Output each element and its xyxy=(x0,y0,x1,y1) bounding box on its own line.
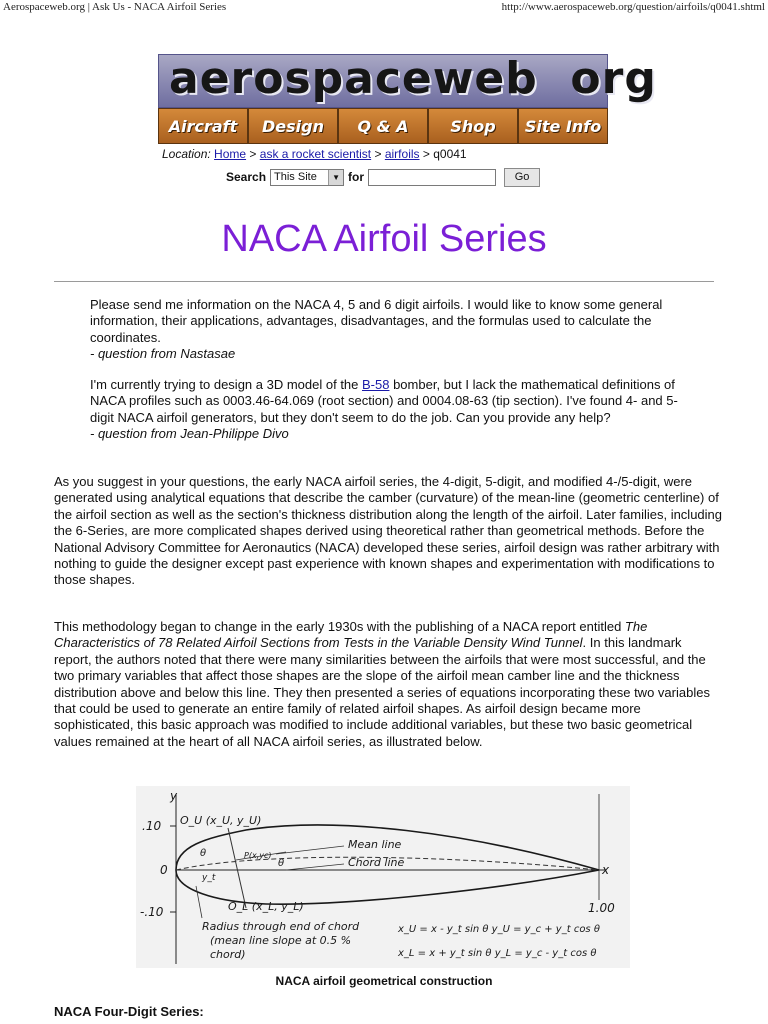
print-page-url: http://www.aerospaceweb.org/question/airfoils/q0041.shtml xyxy=(501,1,765,13)
answer-paragraph-2-after: . In this landmark report, the authors noted that there were many similarities between the airfoils that were most successful, and the two primary variables that affect those shapes are the slope of the airfoil mean camber line and the thickness distribution above and below this line. They then presented a series of equations incorporating these two variables that could be used to generate an entire family of related airfoil shapes. As airfoil design became more sophisticated, this basic approach was modified to include additional variables, but these two basic geometrical values remained at the heart of all NACA airfoil series, as illustrated below. xyxy=(54,635,710,749)
radius-note-3: chord) xyxy=(210,948,246,961)
search-input[interactable] xyxy=(368,169,496,186)
y-tick-zero-label: 0 xyxy=(160,863,168,877)
breadcrumb-current: > q0041 xyxy=(422,147,467,161)
airfoil-diagram xyxy=(136,786,630,968)
title-divider xyxy=(54,281,714,282)
site-banner xyxy=(158,53,657,144)
theta-label-2: θ xyxy=(278,858,285,869)
chord-line-leader xyxy=(286,864,344,870)
theta-label-1: θ xyxy=(200,848,207,859)
radius-note-1: Radius through end of chord xyxy=(202,920,360,933)
mean-line-leader xyxy=(276,846,344,854)
nav-aircraft[interactable]: Aircraft xyxy=(158,108,248,144)
question-2-text-before: I'm currently trying to design a 3D model of the xyxy=(90,377,362,392)
search-label: Search xyxy=(226,170,267,184)
thickness-line xyxy=(228,828,246,908)
upper-point-label: O_U (x_U, y_U) xyxy=(180,814,262,827)
chord-line-label: Chord line xyxy=(348,856,405,869)
search-scope-select[interactable] xyxy=(270,169,344,186)
radius-leader xyxy=(196,886,202,918)
print-header xyxy=(0,0,768,14)
breadcrumb-ask-link[interactable]: ask a rocket scientist xyxy=(259,147,372,161)
print-page-title: Aerospaceweb.org | Ask Us - NACA Airfoil Series xyxy=(3,1,227,13)
search-for-label: for xyxy=(348,170,365,184)
mean-point-label: P(x,yc) xyxy=(244,851,272,860)
question-2-author: - question from Jean-Philippe Divo xyxy=(90,426,289,442)
y-tick-top-label: .10 xyxy=(142,819,162,833)
x-axis-label: x xyxy=(602,863,610,877)
equation-lower: x_L = x + y_t sin θ y_L = y_c - y_t cos θ xyxy=(398,948,597,959)
equation-upper: x_U = x - y_t sin θ y_U = y_c + y_t cos θ xyxy=(398,924,600,935)
question-1-author: - question from Nastasae xyxy=(90,346,236,362)
search-bar xyxy=(226,167,540,187)
radius-note-2: (mean line slope at 0.5 % xyxy=(210,934,352,947)
page-title: NACA Airfoil Series xyxy=(221,218,547,260)
answer-paragraph-2-before: This methodology began to change in the early 1930s with the publishing of a NACA report entitled xyxy=(54,619,625,634)
airfoil-figure xyxy=(136,786,630,968)
search-go-button[interactable]: Go xyxy=(504,168,540,187)
section-heading: NACA Four-Digit Series: xyxy=(54,1004,204,1019)
nav-shop[interactable]: Shop xyxy=(428,108,518,144)
search-scope-value: This Site xyxy=(274,171,317,183)
site-logo[interactable] xyxy=(158,53,657,108)
y-tick-bottom-label: -.10 xyxy=(140,905,164,919)
chevron-down-icon[interactable]: ▼ xyxy=(328,170,343,185)
figure-caption: NACA airfoil geometrical construction xyxy=(275,974,493,988)
thickness-label: y_t xyxy=(202,873,216,883)
report-title: The Characteristics of 78 Related Airfoil Sections from Tests in the Variable Density Wind Tunnel xyxy=(54,619,648,651)
breadcrumb-airfoils-link[interactable]: airfoils xyxy=(384,147,420,161)
breadcrumb-separator: > xyxy=(374,147,382,161)
answer-paragraph-2 xyxy=(54,619,722,750)
breadcrumb-home-link[interactable]: Home xyxy=(214,147,247,161)
nav-site-info[interactable]: Site Info xyxy=(518,108,608,144)
nav-qa[interactable]: Q & A xyxy=(338,108,428,144)
b58-link[interactable]: B-58 xyxy=(362,377,390,392)
breadcrumb-label: Location: xyxy=(162,147,211,161)
lower-point-label: O_L (x_L, y_L) xyxy=(228,900,304,913)
logo-text: aerospaceweb org xyxy=(169,53,657,104)
question-1-text: Please send me information on the NACA 4, 5 and 6 digit airfoils. I would like to know some general information, their applications, advantages, disadvantages, and the formulas used to calculate the coordinates. xyxy=(90,297,663,345)
question-1 xyxy=(90,297,690,363)
breadcrumb xyxy=(162,147,467,161)
mean-line-label: Mean line xyxy=(348,838,402,851)
question-2 xyxy=(90,377,690,443)
nav-design[interactable]: Design xyxy=(248,108,338,144)
question-2-text-after: bomber, but I lack the mathematical definitions of NACA profiles such as 0003.46-64.069 (root section) and 0004.08-63 (tip section). I've found 4- and 5-digit NACA airfoil generators, but they don't seem to do the job. Can you provide any help? xyxy=(90,377,678,425)
answer-paragraph-1: As you suggest in your questions, the early NACA airfoil series, the 4-digit, 5-digit, and modified 4-/5-digit, were generated using analytical equations that describe the camber (curvature) of the mean-line (geometric centerline) of the airfoil section as well as the section's thickness distribution along the length of the airfoil. Later families, including the 6-Series, are more complicated shapes derived using theoretical rather than geometrical methods. Before the National Advisory Committee for Aeronautics (NACA) developed these series, airfoil design was rather arbitrary with nothing to guide the designer except past experience with known shapes and experimentation with modifications to those shapes. xyxy=(54,474,723,588)
x-max-label: 1.00 xyxy=(588,901,615,915)
y-axis-label: y xyxy=(170,789,178,803)
breadcrumb-separator: > xyxy=(249,147,257,161)
main-nav xyxy=(158,108,608,144)
